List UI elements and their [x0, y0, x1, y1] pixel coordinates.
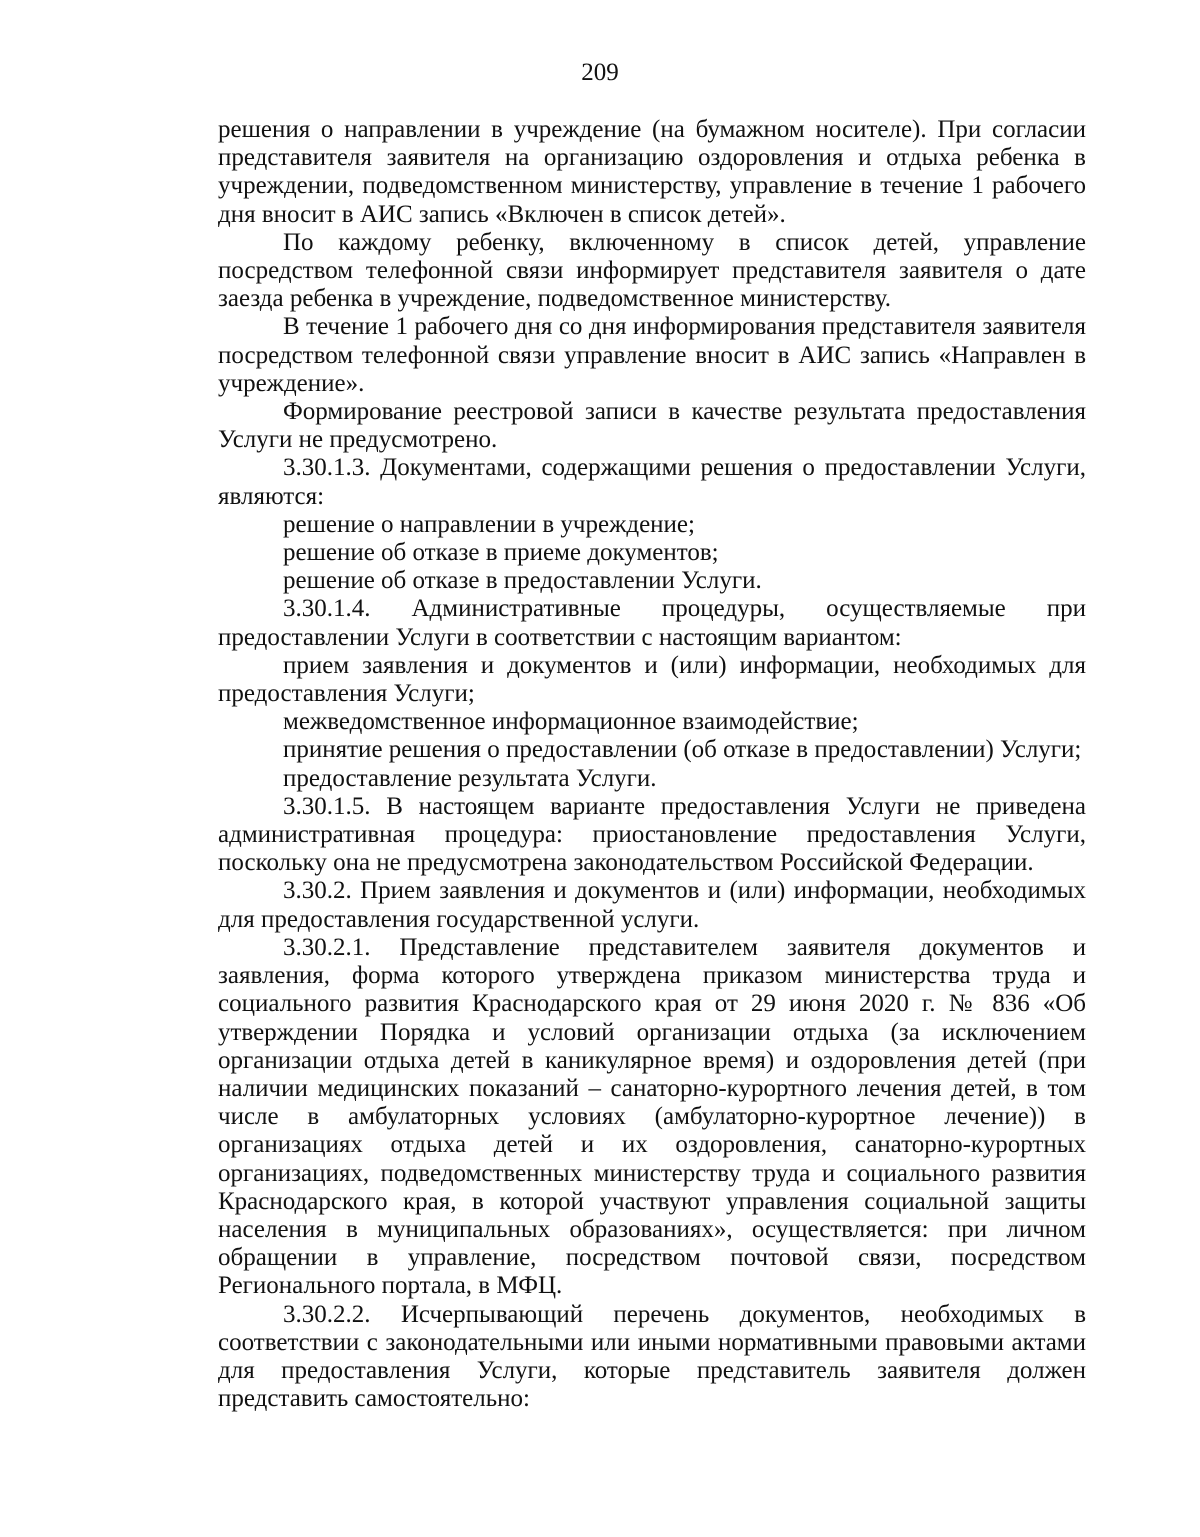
list-item: прием заявления и документов и (или) информации, необходимых для предоставления Услуги; [218, 651, 1086, 708]
paragraph: 3.30.1.4. Административные процедуры, осуществляемые при предоставлении Услуги в соответствии с настоящим вариантом: [218, 595, 1086, 651]
list-item: решение об отказе в предоставлении Услуги. [283, 567, 762, 595]
paragraph: 3.30.2. Прием заявления и документов и (или) информации, необходимых для предоставления государственной услуги. [218, 877, 1086, 933]
list-item: межведомственное информационное взаимодействие; [283, 708, 859, 736]
paragraph: решения о направлении в учреждение (на бумажном носителе). При согласии представителя заявителя на организацию оздоровления и отдыха ребенка в учреждении, подведомственном министерству, управление в течение 1 рабочего дня вносит в АИС запись «Включен в список детей». [218, 116, 1086, 228]
list-item: предоставление результата Услуги. [283, 764, 657, 792]
document-body [218, 116, 1086, 1413]
paragraph: 3.30.1.3. Документами, содержащими решения о предоставлении Услуги, являются: [218, 454, 1086, 510]
paragraph: По каждому ребенку, включенному в список детей, управление посредством телефонной связи информирует представителя заявителя о дате заезда ребенка в учреждение, подведомственное министерству. [218, 228, 1086, 313]
list-item: решение о направлении в учреждение; [283, 510, 695, 538]
paragraph: В течение 1 рабочего дня со дня информирования представителя заявителя посредством телефонной связи управление вносит в АИС запись «Направлен в учреждение». [218, 313, 1086, 397]
paragraph: 3.30.2.2. Исчерпывающий перечень документов, необходимых в соответствии с законодательными или иными нормативными правовыми актами для предоставления Услуги, которые представитель заявителя должен представить самостоятельно: [218, 1300, 1086, 1413]
paragraph: Формирование реестровой записи в качестве результата предоставления Услуги не предусмотрено. [218, 398, 1086, 454]
paragraph: 3.30.1.5. В настоящем варианте предоставления Услуги не приведена административная процедура: приостановление предоставления Услуги, поскольку она не предусмотрена законодательством Российской Федерации. [218, 792, 1086, 877]
page-number: 209 [581, 59, 619, 86]
list-item: решение об отказе в приеме документов; [283, 539, 719, 567]
list-item: принятие решения о предоставлении (об отказе в предоставлении) Услуги; [283, 736, 1082, 764]
paragraph: 3.30.2.1. Представление представителем заявителя документов и заявления, форма которого утверждена приказом министерства труда и социального развития Краснодарского края от 29 июня 2020 г. № 836 «Об утверждении Порядка и условий организации отдыха (за исключением организации отдыха детей в каникулярное время) и оздоровления детей (при наличии медицинских показаний – санаторно-курортного лечения детей, в том числе в амбулаторных условиях (амбулаторно-курортное лечение)) в организациях отдыха детей и их оздоровления, санаторно-курортных организациях, подведомственных министерству труда и социального развития Краснодарского края, в которой участвуют управления социальной защиты населения в муниципальных образованиях», осуществляется: при личном обращении в управление, посредством почтовой связи, посредством Регионального портала, в МФЦ. [218, 933, 1086, 1300]
